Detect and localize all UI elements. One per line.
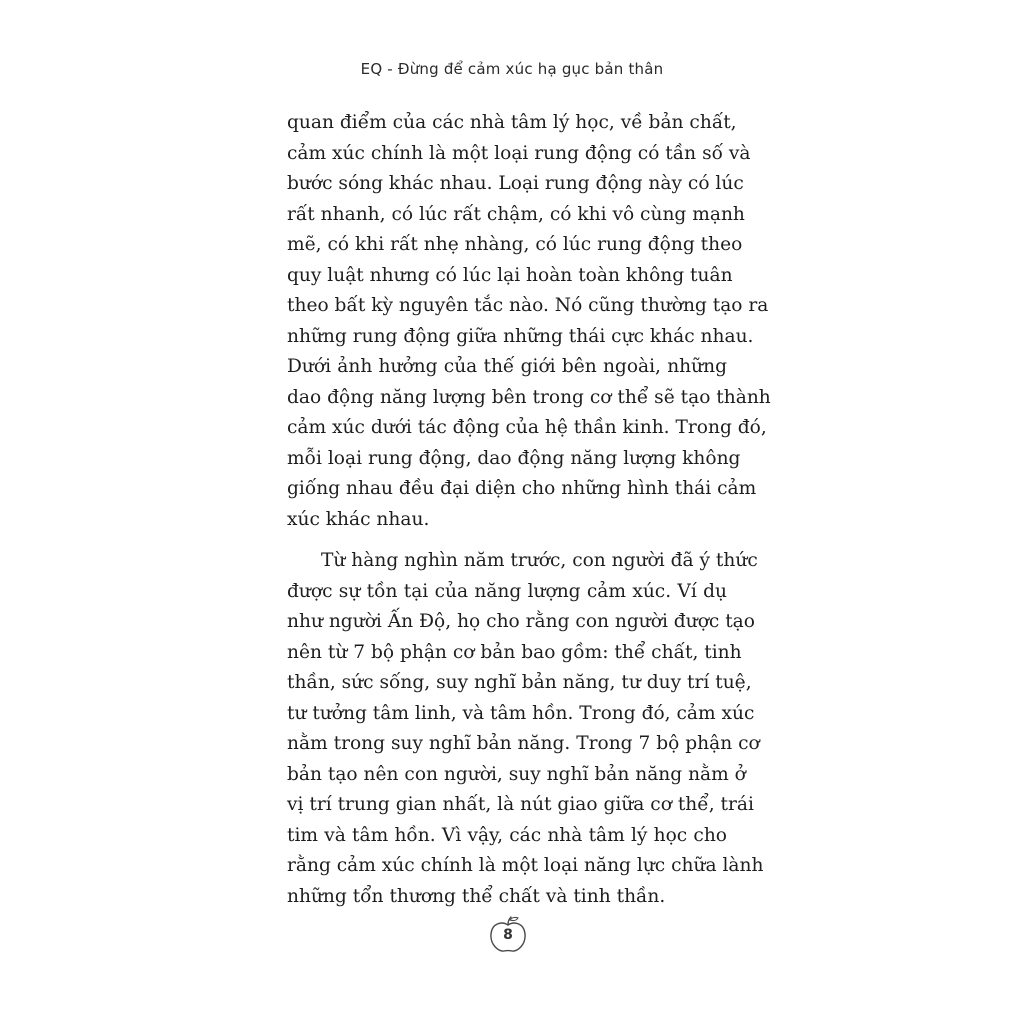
text-line: cảm xúc chính là một loại rung động có tần số và	[287, 142, 751, 164]
text-line: nên từ 7 bộ phận cơ bản bao gồm: thể chất, tinh	[287, 641, 742, 663]
text-line: Từ hàng nghìn năm trước, con người đã ý thức	[321, 550, 758, 571]
text-line: quy luật nhưng có lúc lại hoàn toàn không tuân	[287, 264, 733, 286]
text-line: bản tạo nên con người, suy nghĩ bản năng nằm ở	[287, 763, 746, 785]
text-line: Dưới ảnh hưởng của thế giới bên ngoài, những	[287, 356, 727, 377]
text-line: rất nhanh, có lúc rất chậm, có khi vô cùng mạnh	[287, 203, 745, 225]
text-line: được sự tồn tại của năng lượng cảm xúc. Ví dụ	[287, 580, 727, 602]
text-line: giống nhau đều đại diện cho những hình thái cảm	[287, 478, 757, 499]
running-header-title: EQ - Đừng để cảm xúc hạ gục bản thân	[360, 60, 664, 78]
text-line: những tổn thương thể chất và tinh thần.	[287, 885, 666, 907]
text-line: mỗi loại rung động, dao động năng lượng không	[287, 447, 741, 469]
text-line: nằm trong suy nghĩ bản năng. Trong 7 bộ phận cơ	[287, 733, 760, 754]
text-line: tim và tâm hồn. Vì vậy, các nhà tâm lý học cho	[287, 824, 727, 846]
text-line: theo bất kỳ nguyên tắc nào. Nó cũng thường tạo ra	[287, 295, 769, 316]
paragraph	[287, 108, 771, 535]
paragraph-gap	[287, 535, 727, 546]
text-line: dao động năng lượng bên trong cơ thể sẽ tạo thành	[287, 386, 771, 408]
text-line: thần, sức sống, suy nghĩ bản năng, tư duy trí tuệ,	[287, 672, 752, 693]
page-number-badge	[488, 915, 528, 955]
paragraph	[287, 546, 764, 912]
page-number: 8	[503, 927, 513, 943]
text-line: bước sóng khác nhau. Loại rung động này có lúc	[287, 173, 744, 194]
text-line: mẽ, có khi rất nhẹ nhàng, có lúc rung động theo	[287, 234, 743, 255]
text-line: như người Ấn Độ, họ cho rằng con người được tạo	[287, 611, 755, 632]
text-line: những rung động giữa những thái cực khác nhau.	[287, 325, 754, 347]
text-line: vị trí trung gian nhất, là nút giao giữa cơ thể, trái	[287, 794, 754, 815]
body-text	[287, 108, 771, 912]
text-line: rằng cảm xúc chính là một loại năng lực chữa lành	[287, 855, 764, 876]
text-line: tư tưởng tâm linh, và tâm hồn. Trong đó, cảm xúc	[287, 702, 755, 724]
text-line: xúc khác nhau.	[287, 508, 430, 530]
text-line: quan điểm của các nhà tâm lý học, về bản chất,	[287, 112, 737, 133]
text-line: cảm xúc dưới tác động của hệ thần kinh. Trong đó,	[287, 417, 767, 438]
